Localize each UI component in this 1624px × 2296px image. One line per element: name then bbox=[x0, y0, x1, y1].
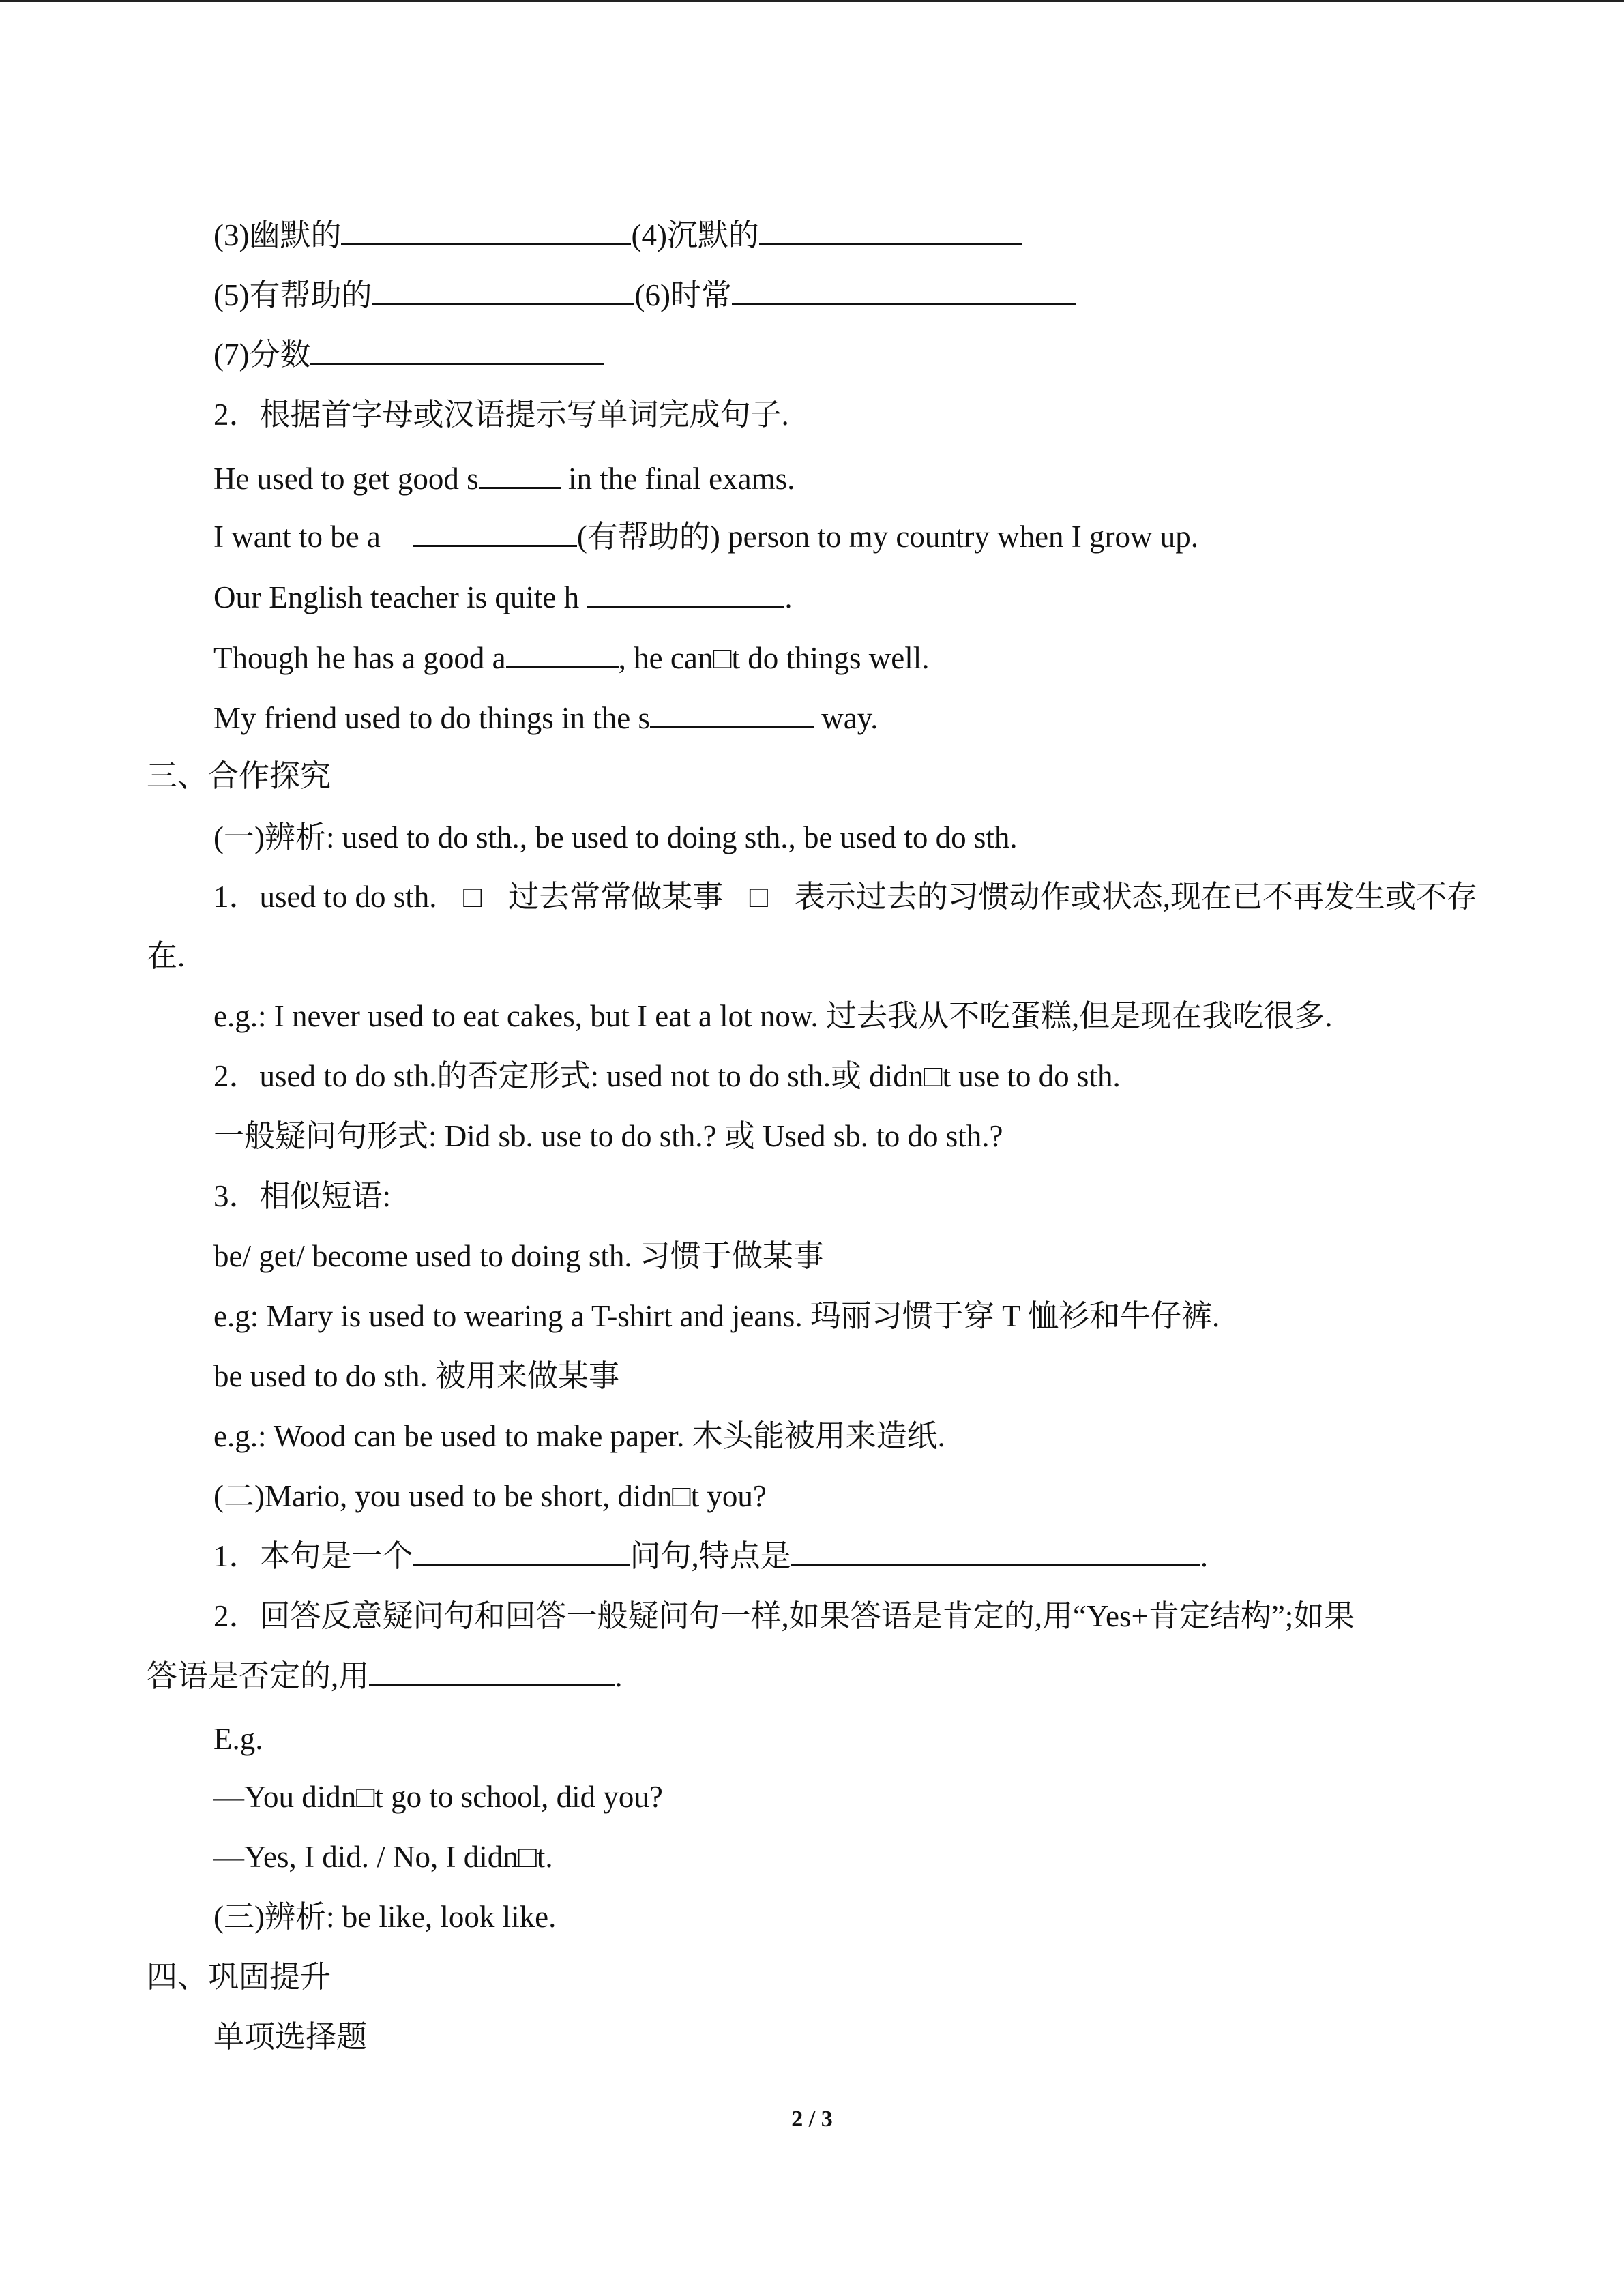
vocab-blank-6[interactable] bbox=[732, 275, 1076, 305]
task2-sentence-4: Though he has a good a , he can□t do things well. bbox=[213, 638, 930, 679]
task2-heading: 2．根据首字母或汉语提示写单词完成句子. bbox=[213, 398, 789, 432]
task2-sentence-1: He used to get good s in the final exams. bbox=[213, 458, 795, 499]
negative-answer-blank[interactable] bbox=[369, 1656, 615, 1686]
section3-part1-item1: 1．used to do sth. □ 过去常常做某事 □ 表示过去的习惯动作或状态,现在已不再发生或不存 bbox=[213, 880, 1477, 914]
vocab-blank-3[interactable] bbox=[341, 215, 631, 245]
section3-part1-phrase2: be used to do sth. 被用来做某事 bbox=[213, 1359, 619, 1393]
task2-sentence-5: My friend used to do things in the s way. bbox=[213, 698, 879, 739]
section3-part2-eg-label: E.g. bbox=[213, 1722, 263, 1756]
section3-part1-example3: e.g.: Wood can be used to make paper. 木头能被用来造纸. bbox=[213, 1419, 945, 1453]
task2-sentence-3: Our English teacher is quite h . bbox=[213, 577, 793, 618]
vocab-label-4: (4)沉默的 bbox=[631, 218, 759, 252]
page-top-border bbox=[0, 0, 1624, 2]
section3-part1-question-form: 一般疑问句形式: Did sb. use to do sth.? 或 Used sb. to do sth.? bbox=[213, 1119, 1003, 1153]
section3-part1-item1-cont: 在. bbox=[147, 939, 186, 973]
section3-part1-example1: e.g.: I never used to eat cakes, but I eat a lot now. 过去我从不吃蛋糕,但是现在我吃很多. bbox=[213, 999, 1333, 1033]
vocab-label-7: (7)分数 bbox=[213, 338, 311, 372]
section3-part3-title: (三)辨析: be like, look like. bbox=[213, 1900, 557, 1934]
section3-part2-item2: 2．回答反意疑问句和回答一般疑问句一样,如果答语是肯定的,用“Yes+肯定结构”;如果 bbox=[213, 1599, 1355, 1633]
vocab-blank-4[interactable] bbox=[759, 215, 1022, 245]
section3-part1-item2: 2．used to do sth.的否定形式: used not to do sth.或 didn□t use to do sth. bbox=[213, 1059, 1121, 1093]
section3-part2-item1: 1．本句是一个 问句,特点是 . bbox=[213, 1536, 1208, 1577]
section3-part2-title: (二)Mario, you used to be short, didn□t you? bbox=[213, 1479, 767, 1513]
vocab-label-5: (5)有帮助的 bbox=[213, 278, 372, 312]
vocab-row-5-6 bbox=[213, 275, 1076, 316]
section3-part1-title: (一)辨析: used to do sth., be used to doing sth., be used to do sth. bbox=[213, 820, 1018, 854]
section3-heading: 三、合作探究 bbox=[147, 759, 331, 793]
vocab-label-3: (3)幽默的 bbox=[213, 218, 342, 252]
feature-blank[interactable] bbox=[791, 1536, 1200, 1566]
section4-subheading: 单项选择题 bbox=[213, 2020, 368, 2054]
task2-blank-5[interactable] bbox=[650, 698, 814, 728]
task2-blank-3[interactable] bbox=[587, 577, 784, 608]
task2-blank-2[interactable] bbox=[413, 516, 577, 547]
vocab-blank-7[interactable] bbox=[310, 334, 604, 365]
page-number: 2 / 3 bbox=[791, 2106, 833, 2132]
section3-part2-dialog2: —Yes, I did. / No, I didn□t. bbox=[213, 1840, 553, 1874]
vocab-label-6: (6)时常 bbox=[634, 278, 732, 312]
vocab-row-7 bbox=[213, 334, 604, 375]
vocab-blank-5[interactable] bbox=[372, 275, 634, 305]
task2-sentence-2: I want to be a (有帮助的) person to my country when I grow up. bbox=[213, 516, 1198, 557]
task2-blank-1[interactable] bbox=[479, 458, 561, 489]
section3-part1-item3: 3．相似短语: bbox=[213, 1179, 392, 1213]
section4-heading: 四、巩固提升 bbox=[147, 1960, 331, 1994]
section3-part1-phrase1: be/ get/ become used to doing sth. 习惯于做某事 bbox=[213, 1239, 824, 1273]
section3-part2-dialog1: —You didn□t go to school, did you? bbox=[213, 1780, 663, 1814]
task2-blank-4[interactable] bbox=[506, 638, 619, 668]
question-type-blank[interactable] bbox=[413, 1536, 630, 1566]
section3-part2-item2-cont: 答语是否定的,用 . bbox=[147, 1656, 623, 1697]
section3-part1-example2: e.g: Mary is used to wearing a T-shirt and jeans. 玛丽习惯于穿 T 恤衫和牛仔裤. bbox=[213, 1299, 1220, 1333]
vocab-row-3-4 bbox=[213, 215, 1022, 256]
